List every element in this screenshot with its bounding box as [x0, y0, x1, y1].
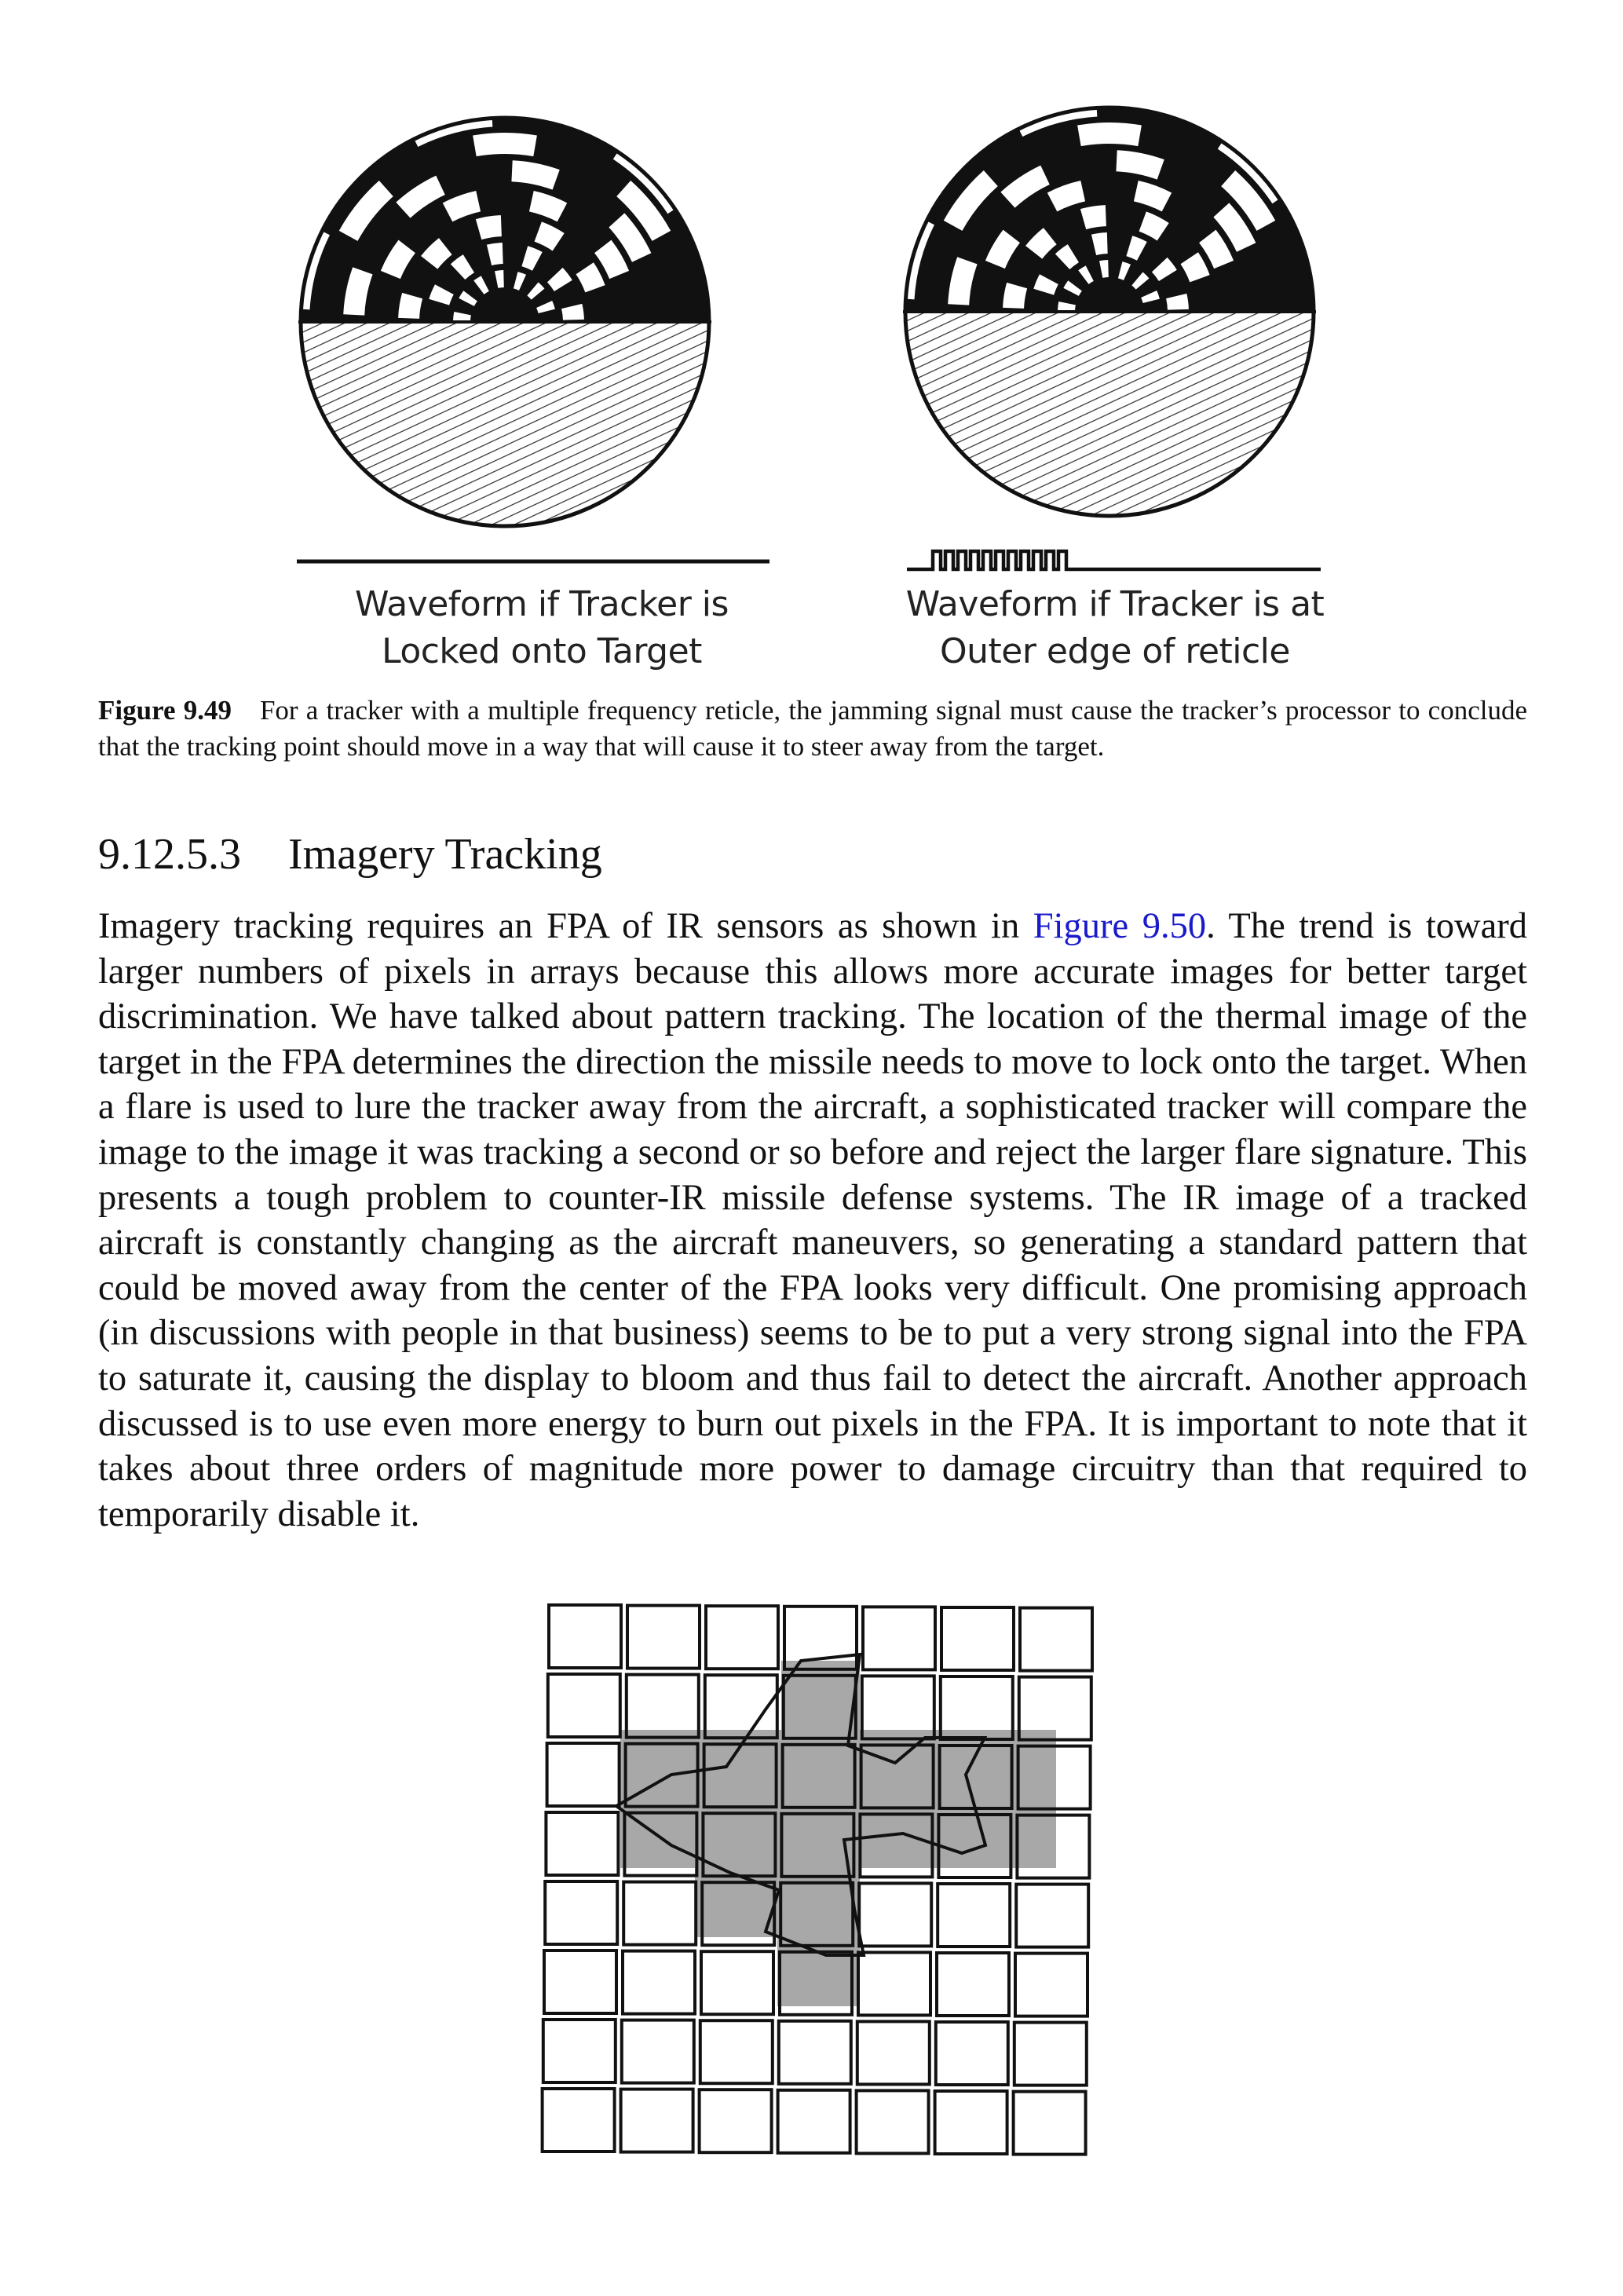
- fpa-pixel: [701, 1951, 773, 2014]
- section-number: 9.12.5.3: [98, 830, 241, 879]
- fpa-pixel: [544, 1951, 616, 2013]
- figure-9-50: [526, 1598, 1107, 2179]
- reticle-cell: [473, 133, 537, 156]
- fpa-pixel: [549, 1605, 621, 1668]
- fpa-pixel: [706, 1606, 778, 1669]
- left-waveform-label-line1: Waveform if Tracker is: [355, 584, 729, 624]
- left-waveform-label-line2: Locked onto Target: [382, 631, 702, 671]
- fpa-pixel: [627, 1606, 700, 1669]
- figure-link[interactable]: Figure 9.50: [1033, 906, 1207, 946]
- fpa-pixel: [1015, 1954, 1087, 2016]
- fpa-pixel: [863, 1607, 935, 1669]
- left-reticle: [293, 118, 717, 534]
- fpa-pixel: [621, 2089, 693, 2152]
- section-heading: [98, 827, 602, 882]
- fpa-pixel: [779, 2021, 851, 2084]
- fpa-pixel: [857, 2021, 930, 2084]
- caption-text: For a tracker with a multiple frequency reticle, the jamming signal must cause the tracker’s processor to conclude that the tracking point should move in a way that will cause it to steer away from the target.: [98, 695, 1527, 762]
- fpa-pixel: [778, 2090, 850, 2153]
- figure-9-49-caption: [98, 693, 1527, 765]
- right-waveform-pulses: [907, 551, 1321, 569]
- fpa-pixel: [938, 1884, 1010, 1947]
- fpa-pixel: [623, 1882, 696, 1945]
- fpa-pixel: [1014, 2092, 1086, 2155]
- fpa-pixel: [1016, 1885, 1088, 1947]
- fpa-pixel: [937, 1953, 1009, 2016]
- fpa-pixel: [1014, 2023, 1087, 2086]
- fpa-pixel: [543, 2020, 616, 2082]
- section-title: Imagery Tracking: [288, 830, 602, 879]
- fpa-pixel: [548, 1674, 620, 1737]
- fpa-pixel: [859, 1883, 931, 1946]
- fpa-pixel: [935, 2091, 1007, 2154]
- fpa-pixel: [862, 1676, 934, 1738]
- body-paragraph: [98, 904, 1527, 1537]
- right-waveform-label-line1: Waveform if Tracker is at: [905, 584, 1325, 624]
- paragraph-text-start: Imagery tracking requires an FPA of IR sensors as shown in: [98, 906, 1033, 946]
- fpa-pixel: [543, 2089, 615, 2152]
- left-waveform-label: [310, 581, 773, 675]
- fpa-pixel: [858, 1952, 930, 2015]
- right-waveform-label: [883, 581, 1347, 675]
- right-waveform-label-line2: Outer edge of reticle: [940, 631, 1290, 671]
- fpa-grid-diagram: [526, 1598, 1107, 2179]
- paragraph-text-end: . The trend is toward larger numbers of pixels in arrays because this allows more accurate images for better target discrimination. We have talked about pattern tracking. The location of the thermal image of the target in the FPA determines the direction the missile needs to move to lock onto the target. When a flare is used to lure the tracker away from the aircraft, a sophisticated tracker will compare the image to the image it was tracking a second or so before and reject the larger flare signature. This presents a tough problem to counter-IR missile defense systems. The IR image of a tracked aircraft is constantly changing as the aircraft maneuvers, so generating a standard pattern that could be moved away from the center of the FPA looks very difficult. One promising approach (in discussions with people in that business) seems to be to put a very strong signal into the FPA to saturate it, causing the display to bloom and thus fail to detect the aircraft. Another approach discussed is to use even more energy to burn out pixels in the FPA. It is important to note that it takes about three orders of magnitude more power to damage circuitry than that required to temporarily disable it.: [98, 906, 1527, 1534]
- fpa-pixel: [545, 1881, 617, 1944]
- fpa-pixel: [546, 1812, 618, 1875]
- fpa-pixel: [936, 2022, 1008, 2085]
- reticle-cell: [1077, 122, 1142, 146]
- left-reticle-checker: [301, 118, 709, 322]
- fpa-pixel: [627, 1675, 699, 1738]
- fpa-pixel: [857, 2090, 929, 2153]
- fpa-pixel: [547, 1743, 620, 1806]
- fpa-pixel: [622, 2020, 694, 2083]
- fpa-pixel: [700, 2089, 772, 2152]
- fpa-pixel: [623, 1951, 695, 2014]
- caption-number: Figure 9.49: [98, 695, 232, 726]
- right-reticle: [897, 108, 1321, 524]
- fpa-pixel: [941, 1607, 1014, 1670]
- right-reticle-checker: [905, 108, 1314, 312]
- fpa-pixel: [1020, 1608, 1092, 1671]
- fpa-pixel: [700, 2020, 773, 2083]
